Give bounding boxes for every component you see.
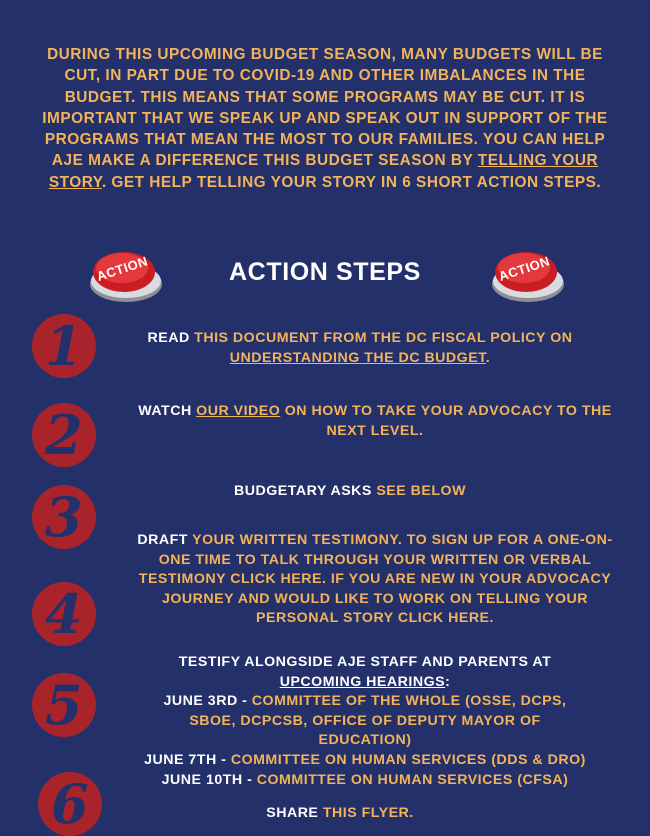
our-video-link[interactable]: OUR VIDEO [196, 403, 281, 419]
step-1 [120, 329, 600, 368]
share-flyer-link[interactable]: THIS FLYER. [318, 805, 414, 821]
step-number-2: 2 [32, 403, 96, 467]
step-4-verb: DRAFT [137, 532, 188, 548]
intro-text-end: . GET HELP TELLING YOUR STORY IN 6 SHORT ACTION STEPS. [101, 173, 602, 191]
step-4-text[interactable]: YOUR WRITTEN TESTIMONY. TO SIGN UP FOR A ONE-ON-ONE TIME TO TALK THROUGH YOUR WRITTEN OR VERBAL TESTIMONY CLICK HERE. IF YOU ARE NEW IN YOUR ADVOCACY JOURNEY AND WOULD LIKE TO WORK ON TELLING YOUR PERSONAL STORY CLICK HERE. [138, 532, 613, 627]
step-2-text: ON HOW TO TAKE YOUR ADVOCACY TO THE NEXT LEVEL. [280, 403, 612, 439]
step-1-verb: READ [147, 330, 190, 346]
action-button-right-icon [486, 244, 566, 306]
hearing-item: JUNE 10TH - COMMITTEE ON HUMAN SERVICES (CFSA) [161, 771, 569, 788]
step-number-6: 6 [38, 772, 102, 836]
action-button-right-label: ACTION [496, 253, 552, 284]
hearing-item: JUNE 3RD - COMMITTEE OF THE WHOLE (OSSE, DCPS, SBOE, DCPCSB, OFFICE OF DEPUTY MAYOR OF EDUCATION) [163, 693, 567, 749]
step-number-4: 4 [32, 582, 96, 646]
step-5-link-line: UPCOMING HEARINGS: [279, 673, 451, 690]
step-2-verb: WATCH [138, 403, 192, 419]
step-1-end: . [485, 349, 491, 366]
step-number-3: 3 [32, 485, 96, 549]
step-6 [200, 804, 480, 824]
step-4 [132, 531, 618, 629]
action-button-left-label: ACTION [94, 253, 150, 284]
intro-text: DURING THIS UPCOMING BUDGET SEASON, MANY BUDGETS WILL BE CUT, IN PART DUE TO COVID-19 AND OTHER IMBALANCES IN THE BUDGET. THIS MEANS THAT SOME PROGRAMS MAY BE CUT. IT IS IMPORTANT THAT WE SPEAK UP AND SPEAK OUT IN SUPPORT OF THE PROGRAMS THAT MEAN THE MOST TO OUR FAMILIES. YOU CAN HELP AJE MAKE A DIFFERENCE THIS BUDGET SEASON BY [42, 46, 608, 170]
page-title: ACTION STEPS [229, 258, 421, 286]
dc-budget-link[interactable]: UNDERSTANDING THE DC BUDGET [229, 349, 486, 366]
hearing-item: JUNE 7TH - COMMITTEE ON HUMAN SERVICES (DDS & DRO) [144, 751, 586, 768]
step-number-1: 1 [32, 314, 96, 378]
step-3-text[interactable]: SEE BELOW [371, 483, 466, 499]
step-3 [160, 482, 540, 502]
telling-your-story-link[interactable]: TELLING YOUR STORY [48, 152, 599, 191]
step-6-verb: SHARE [266, 805, 319, 821]
step-5-intro: TESTIFY ALONGSIDE AJE STAFF AND PARENTS AT [178, 654, 552, 670]
step-2 [128, 402, 622, 441]
step-3-verb: BUDGETARY ASKS [234, 483, 372, 499]
step-1-text: THIS DOCUMENT FROM THE DC FISCAL POLICY ON [189, 330, 573, 346]
step-5 [110, 653, 620, 790]
step-number-5: 5 [32, 673, 96, 737]
action-button-left-icon [84, 244, 164, 306]
upcoming-hearings-link[interactable]: UPCOMING HEARINGS [279, 673, 446, 690]
intro-paragraph [40, 44, 610, 193]
